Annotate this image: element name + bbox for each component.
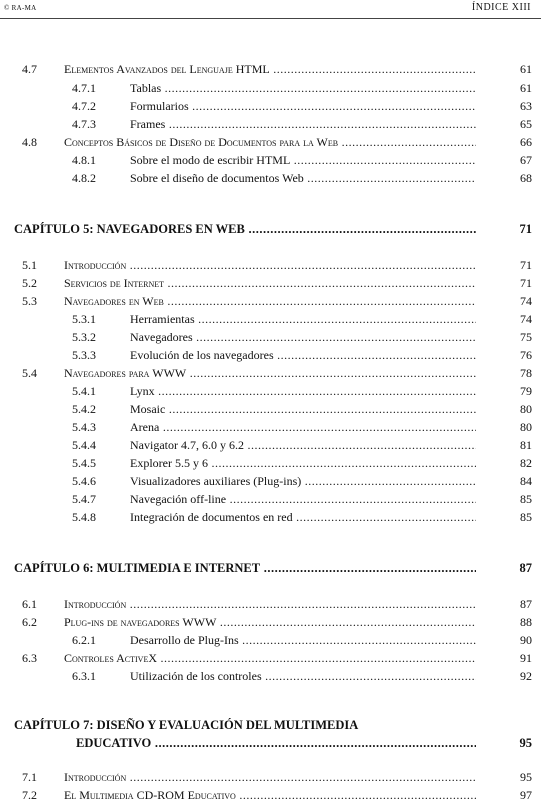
toc-number: 4.7.1 (72, 81, 96, 95)
toc-page-number: 80 (520, 420, 532, 434)
toc-number: 6.1 (22, 597, 37, 611)
toc-title: Explorer 5.5 y 6 ..... (130, 456, 476, 470)
toc-number: 7.2 (22, 788, 37, 802)
toc-number: 4.8 (22, 135, 37, 149)
toc-page-number: 95 (519, 736, 532, 750)
toc-title: El Multimedia CD-ROM Educativo ..... (64, 788, 476, 802)
toc-entry (0, 560, 541, 576)
toc-page-number: 81 (520, 438, 532, 452)
toc-entry (0, 171, 541, 185)
toc-number: 6.3.1 (72, 669, 96, 683)
toc-entry (0, 402, 541, 416)
toc-entry (0, 492, 541, 506)
toc-chapter-title: CAPÍTULO 6: MULTIMEDIA E INTERNET ..... (14, 560, 476, 576)
toc-number: 5.4.5 (72, 456, 96, 470)
toc-title: Mosaic ..... (130, 402, 476, 416)
toc-entry (0, 615, 541, 629)
toc-entry (0, 330, 541, 344)
toc-entry (0, 510, 541, 524)
toc-number: 5.2 (22, 276, 37, 290)
toc-page-number: 63 (520, 99, 532, 113)
toc-number: 5.4.3 (72, 420, 96, 434)
toc-title: Servicios de Internet ..... (64, 276, 476, 290)
toc-entry (0, 99, 541, 113)
toc-entry (0, 633, 541, 647)
toc-page-number: 71 (520, 258, 532, 272)
toc-page-number: 78 (520, 366, 532, 380)
toc-number: 5.4.4 (72, 438, 96, 452)
toc-chapter-title: CAPÍTULO 5: NAVEGADORES EN WEB ..... (14, 221, 476, 237)
toc-title: Utilización de los controles ..... (130, 669, 476, 683)
toc-number: 5.4.6 (72, 474, 96, 488)
toc-page-number: 80 (520, 402, 532, 416)
toc-number: 5.3.3 (72, 348, 96, 362)
toc-page-number: 74 (520, 312, 532, 326)
toc-page-number: 95 (520, 770, 532, 784)
toc-page-number: 87 (519, 561, 532, 575)
toc-page-number: 85 (520, 492, 532, 506)
toc-chapter-title: CAPÍTULO 7: DISEÑO Y EVALUACIÓN DEL MULTIMEDIA (14, 718, 359, 732)
toc-page-number: 87 (520, 597, 532, 611)
toc-number: 6.2 (22, 615, 37, 629)
toc-page-number: 66 (520, 135, 532, 149)
toc-title: Introducción ..... (64, 770, 476, 784)
toc-entry (0, 258, 541, 272)
toc-title: Conceptos Básicos de Diseño de Documentos para la Web ..... (64, 135, 476, 149)
toc-entry (0, 474, 541, 488)
toc-page-number: 68 (520, 171, 532, 185)
toc-number: 5.3.1 (72, 312, 96, 326)
toc-chapter-title: EDUCATIVO ..... (76, 735, 476, 751)
toc-entry (0, 276, 541, 290)
toc-title: Evolución de los navegadores ..... (130, 348, 476, 362)
toc-page-number: 91 (520, 651, 532, 665)
toc-page-number: 76 (520, 348, 532, 362)
toc-number: 5.4.7 (72, 492, 96, 506)
toc-page-number: 71 (520, 276, 532, 290)
toc-title: Elementos Avanzados del Lenguaje HTML ..... (64, 62, 476, 76)
toc-entry (0, 294, 541, 308)
toc-number: 6.3 (22, 651, 37, 665)
toc-title: Sobre el diseño de documentos Web ..... (130, 171, 476, 185)
toc-page-number: 61 (520, 62, 532, 76)
toc-title: Tablas ..... (130, 81, 476, 95)
toc-entry (0, 81, 541, 95)
toc-title: Plug-ins de navegadores WWW ..... (64, 615, 476, 629)
toc-entry (0, 384, 541, 398)
toc-number: 5.3 (22, 294, 37, 308)
toc-page-number: 74 (520, 294, 532, 308)
toc-entry (0, 770, 541, 784)
page-header (0, 0, 541, 19)
toc-entry (0, 366, 541, 380)
toc-title: Introducción ..... (64, 597, 476, 611)
toc-page-number: 85 (520, 510, 532, 524)
toc-title: Navegadores para WWW ..... (64, 366, 476, 380)
toc-title: Controles ActiveX ..... (64, 651, 476, 665)
toc-entry (0, 438, 541, 452)
toc-entry (0, 669, 541, 683)
toc-entry (0, 420, 541, 434)
toc-number: 5.4.1 (72, 384, 96, 398)
toc-entry (0, 651, 541, 665)
publisher-mark: © RA-MA (4, 4, 37, 12)
toc-page-number: 88 (520, 615, 532, 629)
toc-title: Arena ..... (130, 420, 476, 434)
toc-entry (0, 735, 541, 751)
toc-page-number: 97 (520, 788, 532, 802)
toc-number: 5.1 (22, 258, 37, 272)
toc-number: 5.4.2 (72, 402, 96, 416)
toc-title: Integración de documentos en red ..... (130, 510, 476, 524)
toc-title: Navegadores ..... (130, 330, 476, 344)
toc-page-number: 79 (520, 384, 532, 398)
toc-entry (0, 717, 541, 731)
toc-number: 4.8.1 (72, 153, 96, 167)
toc-title: Desarrollo de Plug-Ins ..... (130, 633, 476, 647)
toc-title: Visualizadores auxiliares (Plug-ins) ..... (130, 474, 476, 488)
toc-entry (0, 348, 541, 362)
toc-page-number: 82 (520, 456, 532, 470)
toc-entry (0, 153, 541, 167)
toc-entry (0, 135, 541, 149)
toc-page-number: 65 (520, 117, 532, 131)
toc-entry (0, 62, 541, 76)
toc-title: Herramientas ..... (130, 312, 476, 326)
running-head: ÍNDICE XIII (471, 2, 531, 13)
toc-entry (0, 456, 541, 470)
toc-entry (0, 312, 541, 326)
toc-title: Frames ..... (130, 117, 476, 131)
toc-title: Navegadores en Web ..... (64, 294, 476, 308)
toc-entry (0, 117, 541, 131)
toc-page-number: 61 (520, 81, 532, 95)
toc-page-number: 71 (519, 222, 532, 236)
toc-page-number: 90 (520, 633, 532, 647)
toc-number: 4.7.3 (72, 117, 96, 131)
toc-page-number: 92 (520, 669, 532, 683)
toc-title: Introducción ..... (64, 258, 476, 272)
toc-title: Lynx ..... (130, 384, 476, 398)
toc-title: Navegación off-line ..... (130, 492, 476, 506)
toc-title: Formularios ..... (130, 99, 476, 113)
toc-number: 4.7 (22, 62, 37, 76)
toc-title: Navigator 4.7, 6.0 y 6.2 ..... (130, 438, 476, 452)
toc-entry (0, 597, 541, 611)
toc-number: 6.2.1 (72, 633, 96, 647)
toc-page-number: 75 (520, 330, 532, 344)
toc-number: 7.1 (22, 770, 37, 784)
toc-number: 4.7.2 (72, 99, 96, 113)
toc-title: Sobre el modo de escribir HTML ..... (130, 153, 476, 167)
toc-number: 5.4.8 (72, 510, 96, 524)
toc-page-number: 84 (520, 474, 532, 488)
toc-number: 5.3.2 (72, 330, 96, 344)
toc-entry (0, 221, 541, 237)
toc-number: 4.8.2 (72, 171, 96, 185)
toc-page-number: 67 (520, 153, 532, 167)
toc-number: 5.4 (22, 366, 37, 380)
